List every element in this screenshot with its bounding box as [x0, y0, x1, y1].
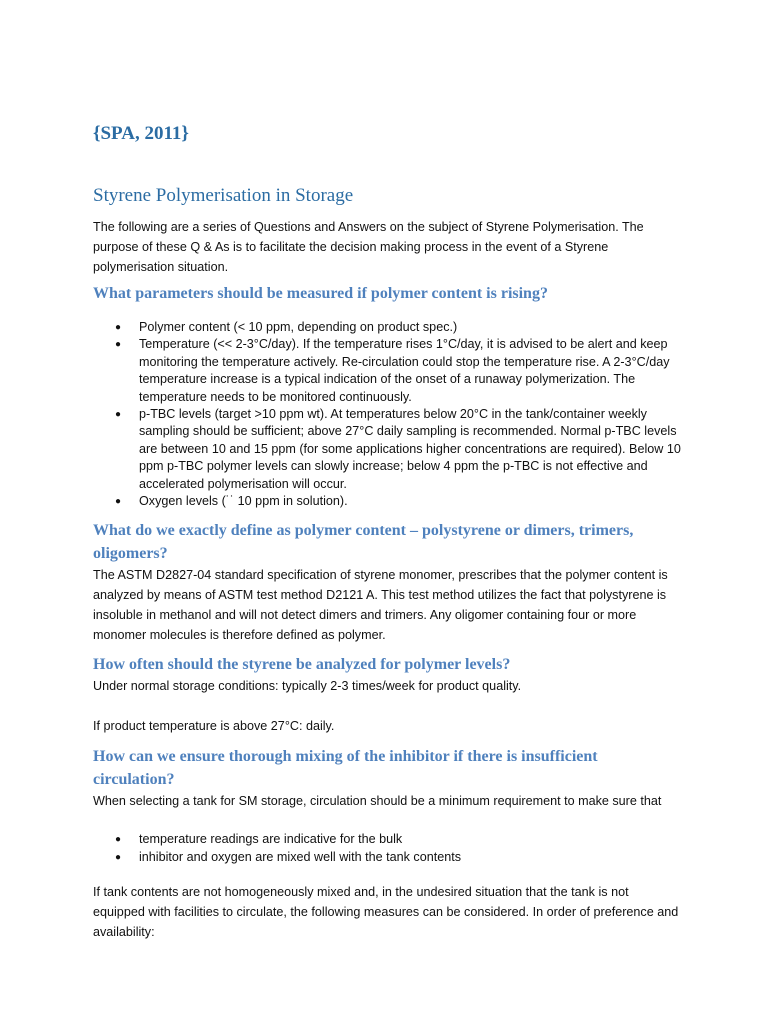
list-item-text: Temperature (<< 2-3°C/day). If the temperature rises 1°C/day, it is advised to be alert and keep monitoring the temperature actively. Re-circulation could stop the temperature rise. A 2-3°C/day temperature increase is a typical indication of the onset of a runaway polymerization. The temperature needs to be monitored continuously.: [139, 337, 670, 404]
document-tag: {SPA, 2011}: [93, 123, 189, 144]
intro-paragraph: The following are a series of Questions and Answers on the subject of Styrene Polymerisation. The purpose of these Q & As is to facilitate the decision making process in the event of a Styrene polymerisation situation.: [93, 220, 644, 274]
bullet-icon: ●: [115, 851, 122, 863]
list-item: [93, 849, 683, 866]
mixing-paragraph: When selecting a tank for SM storage, circulation should be a minimum requirement to make sure that: [93, 794, 662, 809]
bullet-icon: ●: [115, 409, 122, 421]
section-heading-mixing: How can we ensure thorough mixing of the inhibitor if there is insufficient circulation?: [93, 748, 598, 789]
list-item: [93, 831, 683, 848]
list-item-text: Polymer content (< 10 ppm, depending on product spec.): [139, 320, 458, 334]
bullet-icon: ●: [115, 339, 122, 351]
polymer-definition-paragraph: The ASTM D2827-04 standard specification of styrene monomer, prescribes that the polymer content is analyzed by means of ASTM test method D2121 A. This test method utilizes the fact that polystyrene is insoluble in methanol and will not detect dimers and trimers. Any oligomer containing four or more monomer molecules is therefore defined as polymer.: [93, 568, 668, 643]
document-title: Styrene Polymerisation in Storage: [93, 185, 354, 206]
mixing-measures-paragraph: If tank contents are not homogeneously mixed and, in the undesired situation that the tank is not equipped with facilities to circulate, the following measures can be considered. In order of preference and availability:: [93, 885, 679, 940]
section-heading-parameters: What parameters should be measured if polymer content is rising?: [93, 285, 548, 302]
list-item: [93, 493, 683, 510]
analysis-frequency-normal: Under normal storage conditions: typically 2-3 times/week for product quality.: [93, 679, 522, 694]
bullet-icon: ●: [115, 834, 122, 846]
document-body: [93, 217, 683, 942]
mixing-list: [93, 831, 683, 866]
analysis-frequency-hot: If product temperature is above 27°C: daily.: [93, 719, 335, 734]
list-item: [93, 406, 683, 493]
section-heading-analysis-frequency: How often should the styrene be analyzed for polymer levels?: [93, 656, 511, 674]
section-heading-polymer-definition: What do we exactly define as polymer content – polystyrene or dimers, trimers, oligomers?: [93, 522, 634, 563]
list-item: [93, 336, 683, 406]
list-item-text: inhibitor and oxygen are mixed well with the tank contents: [139, 849, 462, 864]
list-item-text: p-TBC levels (target >10 ppm wt). At temperatures below 20°C in the tank/container weekly sampling should be sufficient; above 27°C daily sampling is recommended. Normal p-TBC levels are between 10 and 15 ppm (for some applications higher concentrations are required). Below 10 ppm p-TBC polymer levels can slowly increase; below 4 ppm the p-TBC is not effective and accelerated polymerisation will occur.: [139, 407, 681, 491]
list-item: [93, 319, 683, 336]
bullet-icon: ●: [115, 496, 122, 508]
parameters-list: [93, 319, 683, 510]
list-item-text: Oxygen levels (˙˙ 10 ppm in solution).: [139, 494, 348, 509]
bullet-icon: ●: [115, 322, 122, 333]
list-item-text: temperature readings are indicative for the bulk: [139, 832, 403, 847]
